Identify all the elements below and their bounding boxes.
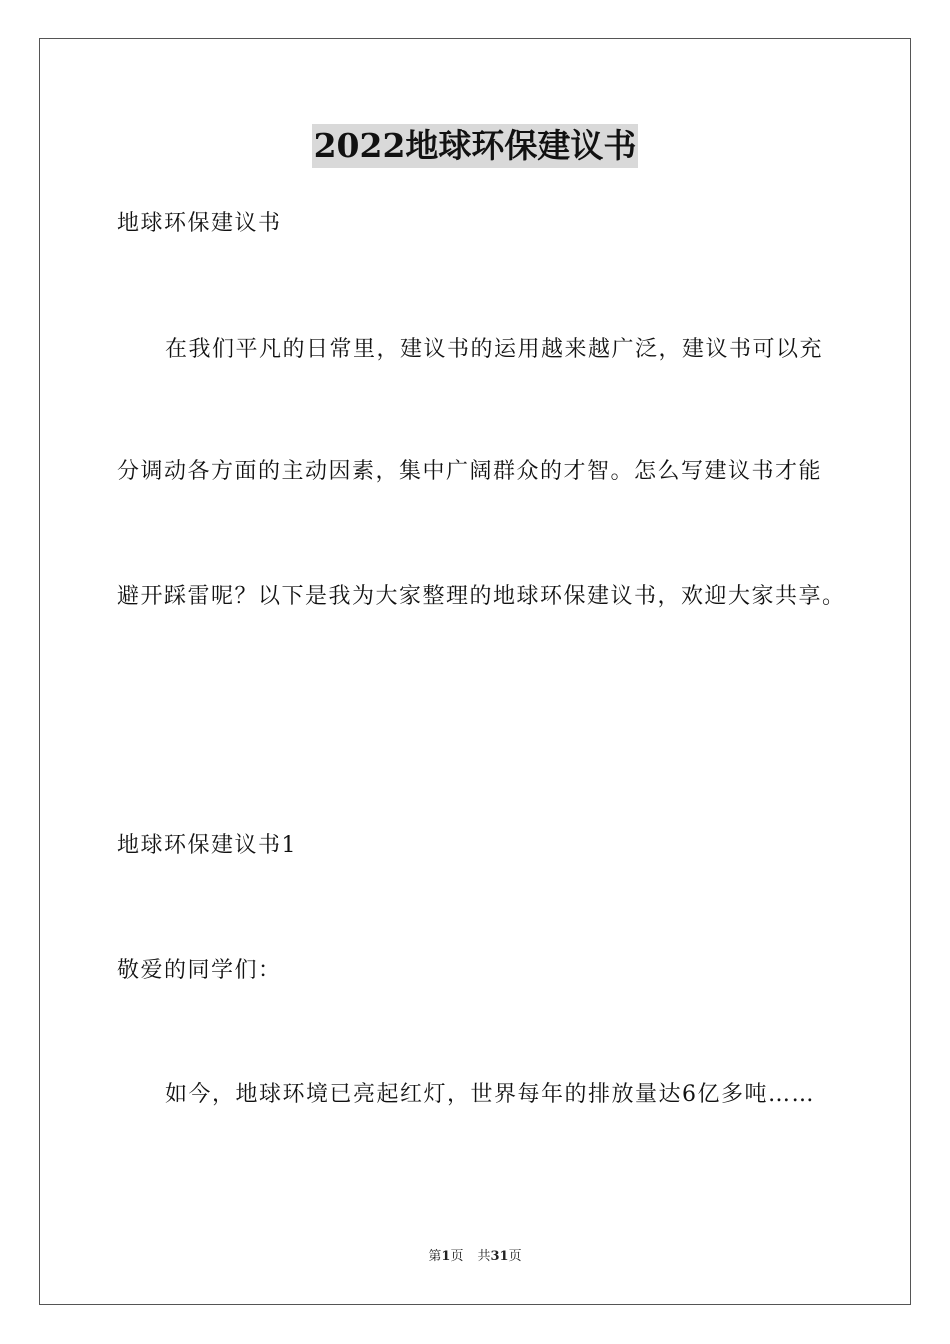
salutation: 敬爱的同学们：	[117, 958, 282, 983]
paragraph-line-2: 分调动各方面的主动因素，集中广阔群众的才智。怎么写建议书才能	[117, 459, 823, 484]
body-line: 如今，地球环境已亮起红灯，世界每年的排放量达6亿多吨……	[165, 1082, 815, 1107]
section-heading: 地球环保建议书1	[117, 833, 297, 858]
footer-page-suffix: 页	[450, 1249, 464, 1264]
footer-page-total: 31	[490, 1249, 509, 1264]
paragraph-line-3: 避开踩雷呢？以下是我为大家整理的地球环保建议书，欢迎大家共享。	[117, 584, 846, 609]
page-footer	[0, 1248, 950, 1266]
footer-page-prefix: 第	[428, 1249, 442, 1264]
footer-total-suffix: 页	[508, 1249, 522, 1264]
footer-page-current: 1	[441, 1249, 451, 1264]
footer-total-prefix: 共	[477, 1249, 491, 1264]
document-subtitle: 地球环保建议书	[117, 211, 282, 236]
paragraph-line-1: 在我们平凡的日常里，建议书的运用越来越广泛，建议书可以充	[165, 337, 824, 362]
title-container	[0, 124, 950, 168]
document-title: 2022地球环保建议书	[312, 124, 639, 168]
